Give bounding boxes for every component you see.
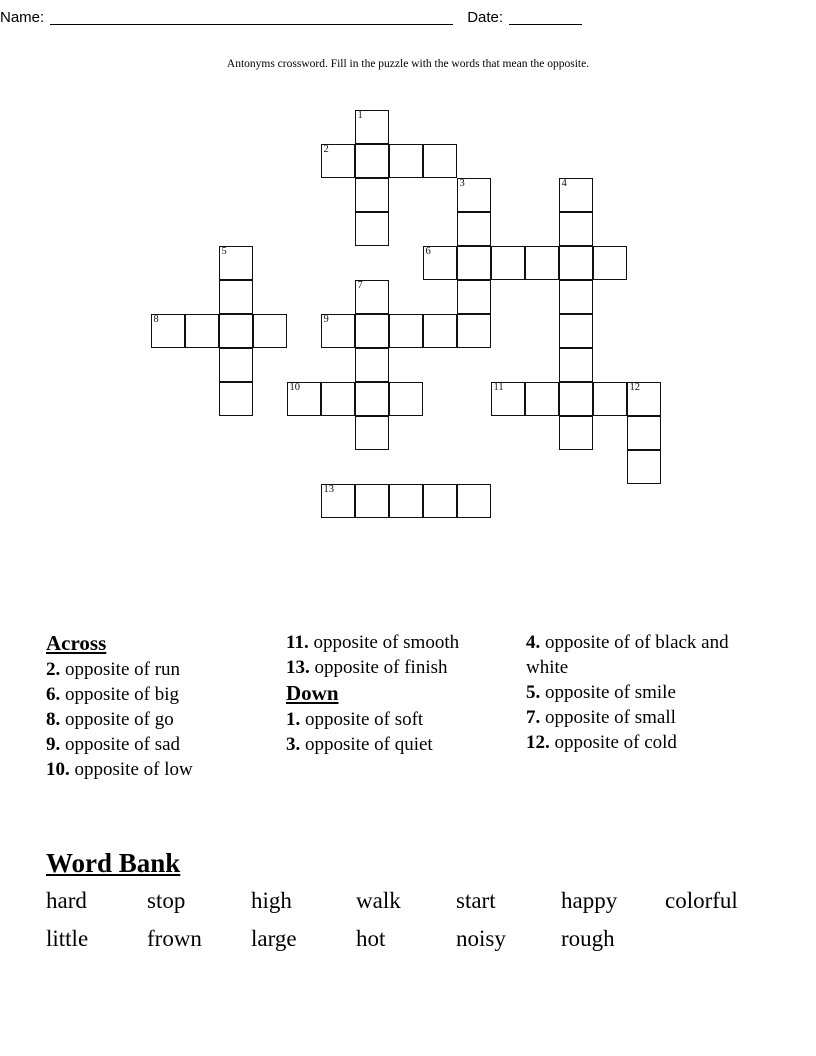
down-clue-list-continued [526,630,770,755]
clue-text: opposite of of black and white [526,632,729,678]
crossword-cell[interactable] [525,246,559,280]
clue-number: 8. [46,709,61,730]
clue-number: 3. [286,734,301,755]
clue-text: opposite of big [60,684,179,705]
crossword-cell-7[interactable] [355,280,389,314]
clue-number: 2. [46,659,61,680]
crossword-cell[interactable] [253,314,287,348]
clue-text: opposite of low [69,759,193,780]
crossword-cell[interactable] [389,484,423,518]
word-bank-word[interactable]: high [251,888,292,913]
word-bank-word[interactable]: colorful [665,888,738,913]
clue-number: 13. [286,657,310,678]
word-bank-word[interactable]: large [251,926,297,951]
crossword-cell[interactable] [355,348,389,382]
clue-number: 5. [526,682,541,703]
crossword-cell[interactable] [355,416,389,450]
crossword-cell[interactable] [355,382,389,416]
crossword-cell[interactable] [457,280,491,314]
word-bank-word[interactable]: walk [356,888,401,913]
crossword-cell[interactable] [355,314,389,348]
crossword-cell-3[interactable] [457,178,491,212]
clue-text: opposite of go [60,709,174,730]
clue-text: opposite of quiet [300,734,433,755]
clue-number: 11. [286,632,309,653]
cell-number: 6 [425,246,431,257]
down-clue-list [286,707,520,757]
clues-section [46,630,776,782]
crossword-cell[interactable] [559,314,593,348]
clue-number: 4. [526,632,541,653]
across-clue-list [46,657,280,782]
clue-item [526,630,770,680]
crossword-cell[interactable] [219,382,253,416]
clue-number: 12. [526,732,550,753]
crossword-cell-13[interactable] [321,484,355,518]
word-bank-section [46,846,786,958]
crossword-cell[interactable] [593,246,627,280]
cell-number: 1 [357,110,363,121]
clue-item [46,757,280,782]
clue-item [46,657,280,682]
crossword-cell[interactable] [559,212,593,246]
clue-item [46,682,280,707]
clue-number: 1. [286,709,301,730]
crossword-cell-5[interactable] [219,246,253,280]
clue-text: opposite of smile [540,682,676,703]
clue-item [286,655,520,680]
crossword-cell-2[interactable] [321,144,355,178]
word-bank-word[interactable]: rough [561,926,615,951]
crossword-cell-9[interactable] [321,314,355,348]
clue-item [526,680,770,705]
clue-text: opposite of sad [60,734,181,755]
cell-number: 13 [323,484,334,495]
clue-text: opposite of small [540,707,676,728]
crossword-cell[interactable] [559,246,593,280]
cell-number: 9 [323,314,329,325]
clue-text: opposite of cold [549,732,677,753]
clue-item [526,705,770,730]
clues-column-3 [526,630,776,782]
cell-number: 4 [561,178,567,189]
clue-number: 6. [46,684,61,705]
clue-item [286,732,520,757]
crossword-cell[interactable] [457,484,491,518]
clue-number: 10. [46,759,70,780]
crossword-cell[interactable] [423,314,457,348]
instructions-text: Antonyms crossword. Fill in the puzzle with the words that mean the opposite. [226,58,590,70]
crossword-cell[interactable] [355,144,389,178]
cell-number: 7 [357,280,363,291]
crossword-cell-8[interactable] [151,314,185,348]
crossword-cell-4[interactable] [559,178,593,212]
clue-item [286,707,520,732]
clue-text: opposite of finish [309,657,448,678]
crossword-cell[interactable] [423,144,457,178]
clue-text: opposite of run [60,659,181,680]
cell-number: 3 [459,178,465,189]
word-bank-word[interactable]: noisy [456,926,506,951]
crossword-cell[interactable] [219,348,253,382]
crossword-cell[interactable] [355,212,389,246]
clues-column-2 [286,630,526,782]
crossword-cell[interactable] [389,144,423,178]
word-bank-word[interactable]: hot [356,926,386,951]
cell-number: 12 [629,382,640,393]
crossword-cell[interactable] [355,484,389,518]
cell-number: 2 [323,144,329,155]
crossword-cell-6[interactable] [423,246,457,280]
crossword-cell[interactable] [559,348,593,382]
crossword-cell[interactable] [389,382,423,416]
crossword-cell-11[interactable] [491,382,525,416]
clues-column-1 [46,630,286,782]
word-bank-row [46,882,786,920]
clue-text: opposite of soft [300,709,424,730]
crossword-cell[interactable] [389,314,423,348]
crossword-cell-12[interactable] [627,382,661,416]
cell-number: 8 [153,314,159,325]
across-heading: Across [46,631,107,655]
word-bank-word[interactable]: hard [46,888,87,913]
word-bank-word[interactable]: start [456,888,496,913]
clue-number: 7. [526,707,541,728]
word-bank-row [46,920,786,958]
crossword-cell[interactable] [457,314,491,348]
name-label: Name: [0,8,45,26]
clue-number: 9. [46,734,61,755]
date-label: Date: [467,8,504,26]
crossword-cell[interactable] [321,382,355,416]
crossword-cell-1[interactable] [355,110,389,144]
clue-item [286,630,520,655]
crossword-cell[interactable] [491,246,525,280]
cell-number: 10 [289,382,300,393]
clue-item [46,707,280,732]
crossword-cell[interactable] [627,416,661,450]
crossword-cell[interactable] [559,280,593,314]
crossword-cell[interactable] [559,382,593,416]
crossword-cell[interactable] [355,178,389,212]
crossword-cell[interactable] [185,314,219,348]
clue-item [526,730,770,755]
crossword-cell[interactable] [525,382,559,416]
crossword-cell[interactable] [559,416,593,450]
crossword-cell[interactable] [457,246,491,280]
down-heading: Down [286,681,339,705]
crossword-cell[interactable] [593,382,627,416]
word-bank-word[interactable]: frown [147,926,202,951]
word-bank-word[interactable]: little [46,926,89,951]
cell-number: 11 [493,382,504,393]
cell-number: 5 [221,246,227,257]
across-clue-list-continued [286,630,520,680]
crossword-cell[interactable] [219,280,253,314]
clue-text: opposite of smooth [308,632,460,653]
crossword-cell[interactable] [423,484,457,518]
crossword-cell[interactable] [219,314,253,348]
crossword-cell-10[interactable] [287,382,321,416]
crossword-cell[interactable] [627,450,661,484]
word-bank-heading: Word Bank [46,848,181,878]
word-bank-word[interactable]: stop [147,888,186,913]
word-bank-word[interactable]: happy [561,888,618,913]
clue-item [46,732,280,757]
crossword-cell[interactable] [457,212,491,246]
